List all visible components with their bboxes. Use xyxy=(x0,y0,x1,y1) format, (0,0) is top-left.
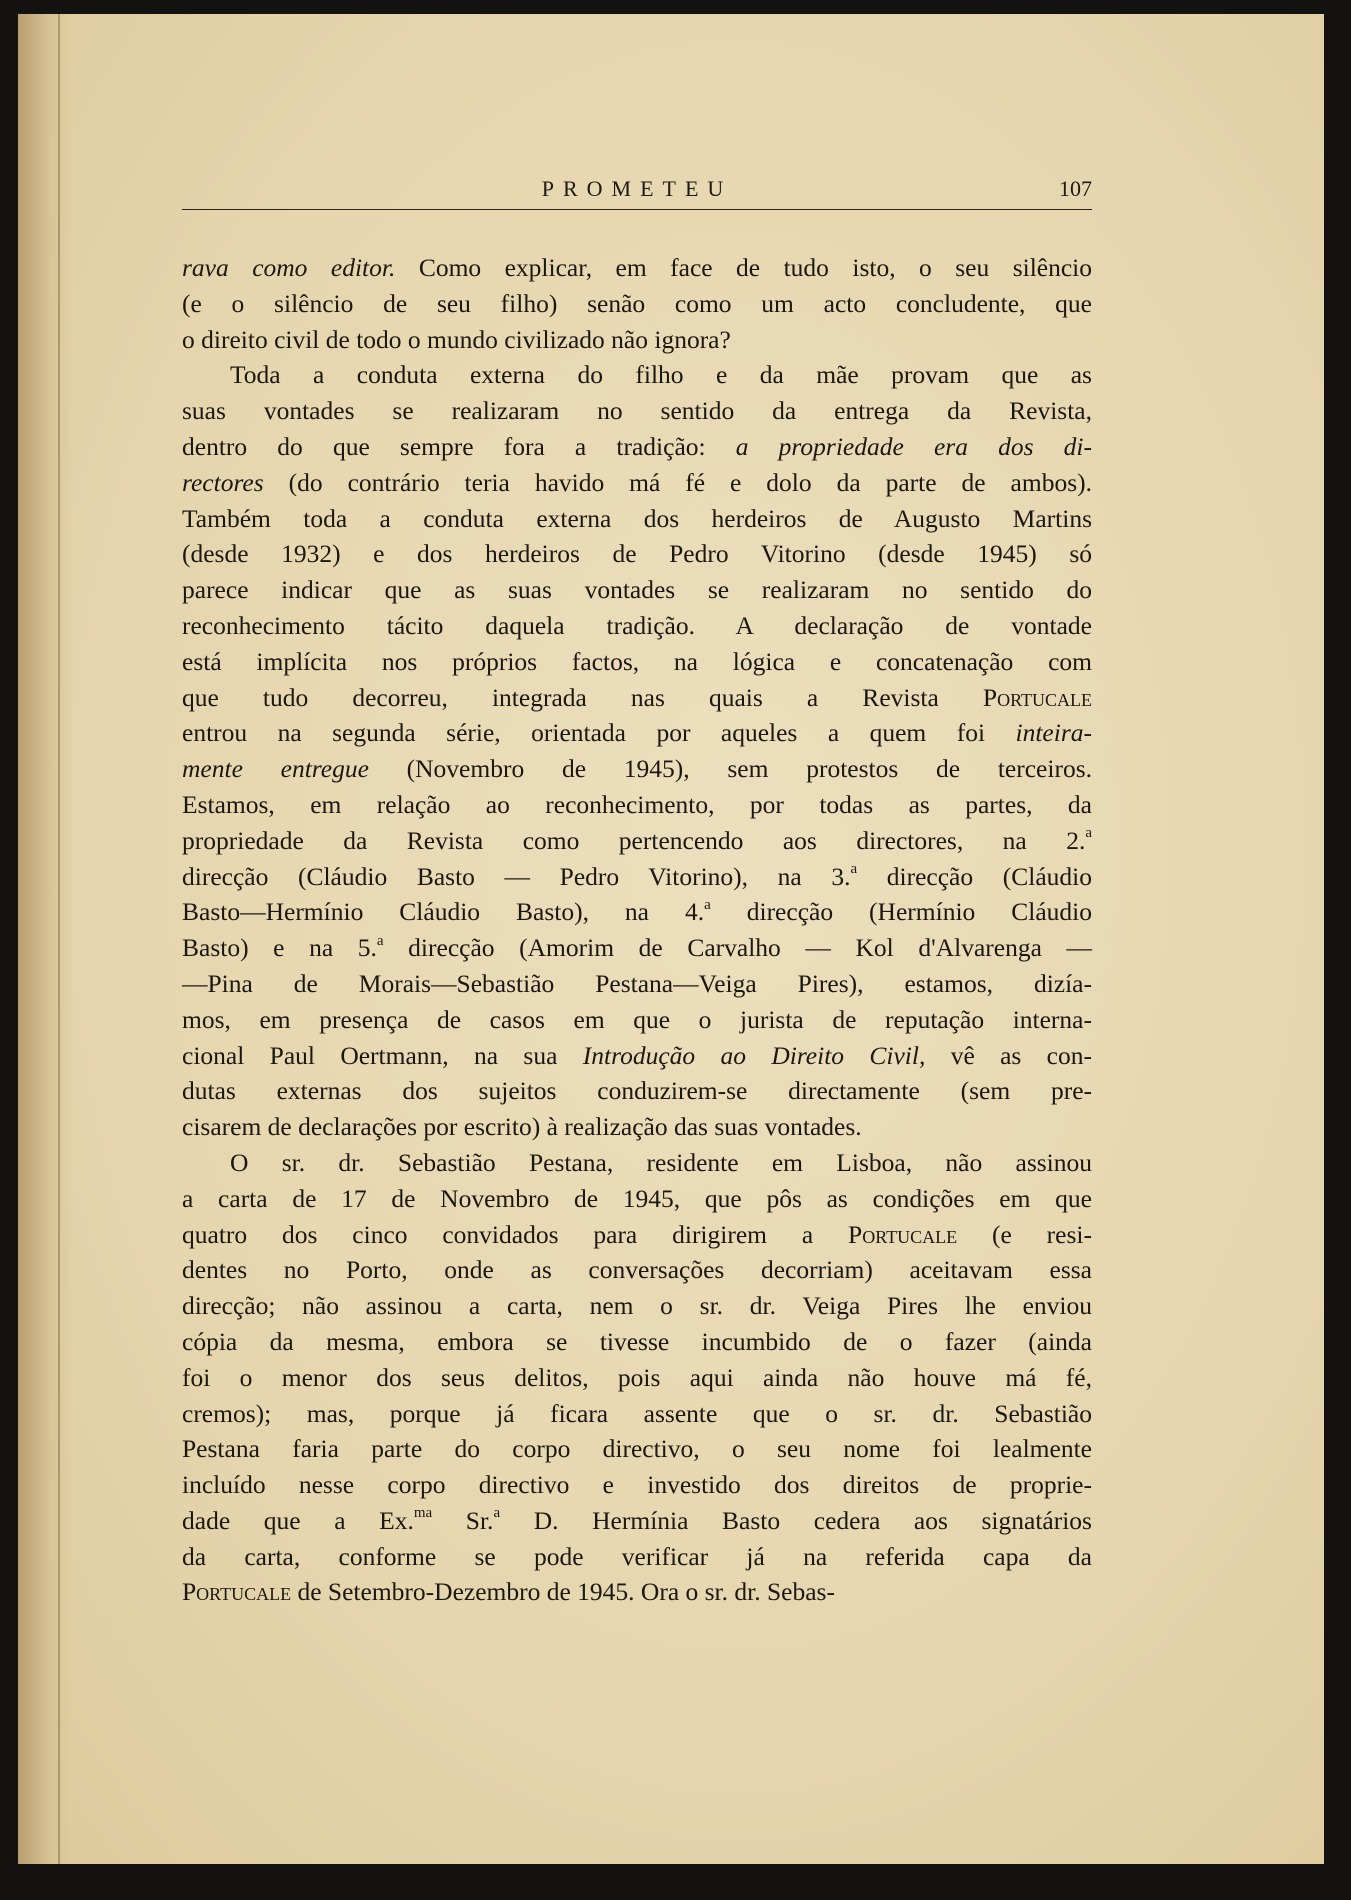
text-line xyxy=(182,1324,1092,1360)
text-line xyxy=(182,465,1092,501)
text-run: Sr. xyxy=(432,1505,494,1535)
text-line xyxy=(182,1360,1092,1396)
text-run: que tudo decorreu, integrada nas quais a Revista xyxy=(182,682,983,712)
italic-text: rectores xyxy=(182,467,264,497)
text-run: está implícita nos próprios factos, na lógica e concatenação com xyxy=(182,646,1092,676)
paragraph xyxy=(182,1145,1092,1610)
text-run: O sr. dr. Sebastião Pestana, residente em Lisboa, não assinou xyxy=(230,1147,1092,1177)
text-run: o direito civil de todo o mundo civilizado não ignora? xyxy=(182,324,731,354)
text-run: foi o menor dos seus delitos, pois aqui ainda não houve má fé, xyxy=(182,1362,1092,1392)
text-line xyxy=(182,572,1092,608)
spine-shadow xyxy=(18,14,73,1864)
text-line xyxy=(182,1181,1092,1217)
text-run: cópia da mesma, embora se tivesse incumbido de o fazer (ainda xyxy=(182,1326,1092,1356)
text-line xyxy=(182,1539,1092,1575)
text-run: parece indicar que as suas vontades se realizaram no sentido do xyxy=(182,575,1092,605)
text-line xyxy=(182,1109,1092,1145)
superscript: a xyxy=(704,896,711,913)
text-line xyxy=(182,966,1092,1002)
text-run: da carta, conforme se pode verificar já na referida capa da xyxy=(182,1541,1092,1571)
text-run: Toda a conduta externa do filho e da mãe provam que as xyxy=(230,360,1092,390)
text-run: incluído nesse corpo directivo e investido dos direitos de proprie- xyxy=(182,1470,1092,1500)
text-line xyxy=(182,859,1092,895)
text-run: entrou na segunda série, orientada por aqueles a quem foi xyxy=(182,718,1016,748)
text-run: dade que a Ex. xyxy=(182,1505,414,1535)
text-run: Pestana faria parte do corpo directivo, o seu nome foi lealmente xyxy=(182,1434,1092,1464)
text-line xyxy=(182,1288,1092,1324)
italic-text: mente entregue xyxy=(182,754,369,784)
text-run: direcção (Amorim de Carvalho — Kol d'Alvarenga — xyxy=(383,933,1092,963)
superscript: a xyxy=(850,861,858,878)
spine-edge xyxy=(58,14,60,1864)
text-line xyxy=(182,1038,1092,1074)
body-text xyxy=(182,250,1092,1610)
small-caps-text: Portucale xyxy=(848,1219,958,1249)
text-line xyxy=(182,823,1092,859)
text-run: —Pina de Morais—Sebastião Pestana—Veiga Pires), estamos, dizía- xyxy=(182,968,1092,998)
text-run: mos, em presença de casos em que o jurista de reputação interna- xyxy=(182,1004,1092,1034)
text-line xyxy=(182,1073,1092,1109)
text-run: vê as con- xyxy=(925,1040,1092,1070)
text-line xyxy=(182,1431,1092,1467)
text-line xyxy=(182,1145,1092,1181)
text-line xyxy=(182,393,1092,429)
text-run: D. Hermínia Basto cedera aos signatários xyxy=(500,1505,1092,1535)
text-line xyxy=(182,536,1092,572)
text-line xyxy=(182,1574,1092,1610)
paragraph xyxy=(182,250,1092,357)
page-header xyxy=(182,176,1092,210)
paragraph xyxy=(182,357,1092,1145)
text-run: propriedade da Revista como pertencendo aos directores, na 2. xyxy=(182,825,1086,855)
text-run: direcção (Cláudio Basto — Pedro Vitorino), na 3. xyxy=(182,861,851,891)
text-run: direcção; não assinou a carta, nem o sr. dr. Veiga Pires lhe enviou xyxy=(182,1291,1092,1321)
superscript: ma xyxy=(413,1505,433,1522)
small-caps-text: Portucale xyxy=(982,682,1092,712)
text-line xyxy=(182,680,1092,716)
text-run: quatro dos cinco convidados para dirigirem a xyxy=(182,1219,849,1249)
text-run: Como explicar, em face de tudo isto, o seu silêncio xyxy=(395,253,1093,282)
text-run: Também toda a conduta externa dos herdeiros de Augusto Martins xyxy=(182,503,1092,533)
text-run: cisarem de declarações por escrito) à realização das suas vontades. xyxy=(182,1112,862,1142)
text-run: (desde 1932) e dos herdeiros de Pedro Vitorino (desde 1945) só xyxy=(182,539,1092,569)
text-line xyxy=(182,250,1092,286)
text-line xyxy=(182,644,1092,680)
header-rule xyxy=(182,209,1092,210)
text-line xyxy=(182,894,1092,930)
text-run: (Novembro de 1945), sem protestos de terceiros. xyxy=(368,754,1092,784)
text-run: dutas externas dos sujeitos conduzirem-se directamente (sem pre- xyxy=(182,1076,1092,1106)
text-run: direcção (Hermínio Cláudio xyxy=(710,897,1092,927)
text-run: Estamos, em relação ao reconhecimento, por todas as partes, da xyxy=(182,789,1092,819)
text-run: suas vontades se realizaram no sentido da entrega da Revista, xyxy=(182,396,1092,426)
text-run: Basto) e na 5. xyxy=(182,933,377,963)
text-line xyxy=(182,501,1092,537)
text-run: a carta de 17 de Novembro de 1945, que pôs as condições em que xyxy=(182,1183,1092,1213)
text-run: Basto—Hermínio Cláudio Basto), na 4. xyxy=(182,897,705,927)
superscript: a xyxy=(376,932,384,949)
text-line xyxy=(182,787,1092,823)
text-line xyxy=(182,357,1092,393)
text-run: (e resi- xyxy=(957,1219,1092,1249)
text-run: dentro do que sempre fora a tradição: xyxy=(182,431,736,461)
italic-text: Introdução ao Direito Civil, xyxy=(582,1040,926,1070)
text-line xyxy=(182,751,1092,787)
text-line xyxy=(182,1252,1092,1288)
text-run: dentes no Porto, onde as conversações decorriam) aceitavam essa xyxy=(182,1255,1092,1285)
text-line xyxy=(182,1002,1092,1038)
text-run: direcção (Cláudio xyxy=(857,861,1092,891)
text-run: cremos); mas, porque já ficara assente que o sr. dr. Sebastião xyxy=(182,1398,1092,1428)
text-run: reconhecimento tácito daquela tradição. A declaração de vontade xyxy=(182,610,1092,640)
text-run: cional Paul Oertmann, na sua xyxy=(182,1040,583,1070)
small-caps-text: Portucale xyxy=(182,1577,292,1607)
text-run: de Setembro-Dezembro de 1945. Ora o sr. dr. Sebas- xyxy=(291,1577,835,1607)
text-line xyxy=(182,930,1092,966)
text-line xyxy=(182,322,1092,358)
superscript: a xyxy=(1085,825,1092,842)
running-title: PROMETEU xyxy=(541,176,733,201)
page-number: 107 xyxy=(1059,176,1092,201)
superscript: a xyxy=(493,1505,501,1522)
text-line xyxy=(182,1217,1092,1253)
text-line xyxy=(182,608,1092,644)
text-run: (e o silêncio de seu filho) senão como um acto concludente, que xyxy=(182,288,1092,318)
italic-text: a propriedade era dos di- xyxy=(735,431,1092,461)
text-line xyxy=(182,1467,1092,1503)
text-line xyxy=(182,1503,1092,1539)
italic-text: rava como editor. xyxy=(182,253,396,282)
text-line xyxy=(182,715,1092,751)
italic-text: inteira- xyxy=(1015,718,1092,748)
text-line xyxy=(182,429,1092,465)
text-line xyxy=(182,286,1092,322)
text-line xyxy=(182,1396,1092,1432)
text-run: (do contrário teria havido má fé e dolo da parte de ambos). xyxy=(263,467,1092,497)
